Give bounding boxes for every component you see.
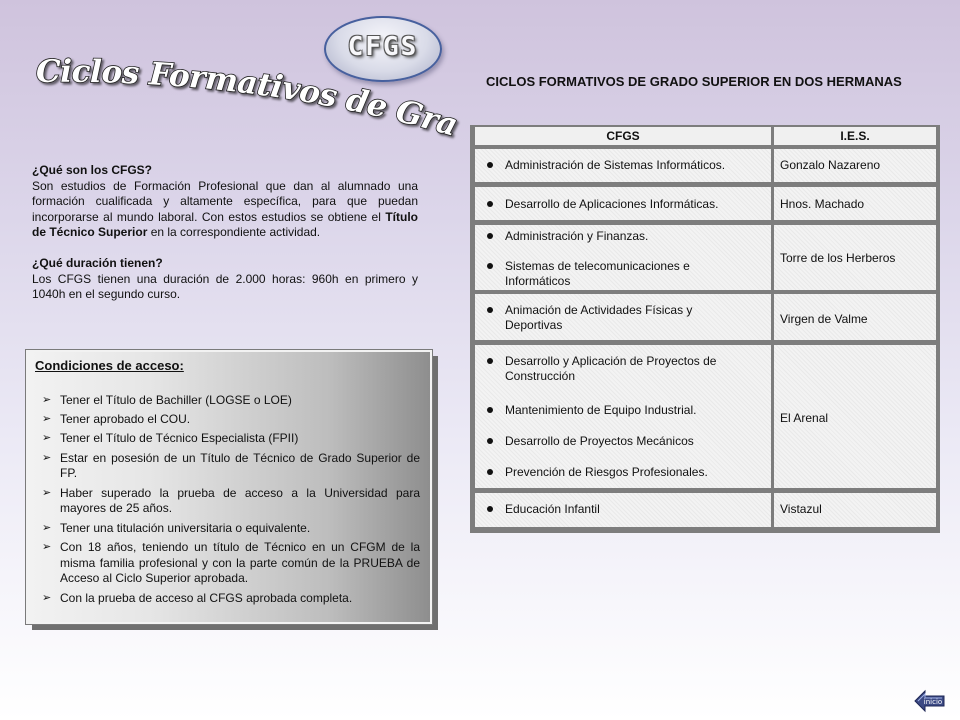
course-item: Prevención de Riesgos Profesionales. [481,465,751,480]
course-item: Animación de Actividades Físicas y Deportivas [481,303,711,333]
conditions-box [26,350,432,624]
page-title: CICLOS FORMATIVOS DE GRADO SUPERIOR EN DOS HERMANAS [486,74,902,89]
arrow-bullet-icon: ➢ [42,413,52,426]
school-name: Virgen de Valme [780,312,868,326]
question-what: ¿Qué son los CFGS? [32,163,153,177]
school-name: Hnos. Machado [780,197,865,211]
course-item: Desarrollo de Aplicaciones Informáticas. [481,197,751,212]
courses-table [470,125,940,533]
arrow-bullet-icon: ➢ [42,451,52,464]
back-home-button[interactable] [914,689,946,713]
answer-duration: Los CFGS tienen una duración de 2.000 horas: 960h en primero y 1040h en el segundo curso. [32,271,418,302]
answer-what-part2: en la correspondiente actividad. [147,225,321,240]
wordart-title-text: Ciclos Formativos de Grado Superior [18,32,462,144]
course-cell [475,294,771,340]
arrow-bullet-icon: ➢ [42,394,52,406]
course-cell [475,149,771,182]
condition-item: ➢ Tener una titulación universitaria o equivalente. [42,520,311,535]
bullet-icon [487,307,493,313]
condition-item: ➢ Con la prueba de acceso al CFGS aprobada completa. [42,590,353,605]
arrow-bullet-icon: ➢ [42,521,52,534]
course-cell [475,187,771,220]
condition-item: ➢ Haber superado la prueba de acceso a la Universidad para mayores de 25 años. [42,485,420,516]
school-name: Gonzalo Nazareno [780,158,881,172]
table-header-ies: I.E.S. [774,127,936,145]
course-item: Sistemas de telecomunicaciones e Informáticos [481,259,711,289]
bullet-icon [487,263,493,269]
course-item: Desarrollo y Aplicación de Proyectos de Construcción [481,354,731,384]
school-cell [774,225,936,290]
answer-what-bold: Título de Técnico Superior [32,209,418,240]
course-cell [475,493,771,527]
school-cell [774,345,936,488]
school-cell [774,149,936,182]
course-item: Administración de Sistemas Informáticos. [481,158,751,173]
course-cell [475,345,771,488]
logo-badge-text: CFGS [347,32,419,62]
bullet-icon [487,233,493,239]
school-cell [774,187,936,220]
school-name: El Arenal [780,411,829,425]
arrow-bullet-icon: ➢ [42,486,52,499]
school-cell [774,493,936,527]
course-item: Desarrollo de Proyectos Mecánicos [481,434,751,449]
condition-item: ➢ Tener el Título de Técnico Especialista (FPII) [42,431,299,446]
course-cell [475,225,771,290]
condition-item: ➢ Tener el Título de Bachiller (LOGSE o LOE) [42,393,292,407]
conditions-title: Condiciones de acceso: [35,358,184,373]
back-button-label: inicio [923,698,943,706]
bullet-icon [487,469,493,475]
school-name: Torre de los Herberos [780,251,896,265]
arrow-bullet-icon: ➢ [42,432,52,445]
bullet-icon [487,438,493,444]
bullet-icon [487,201,493,207]
arrow-bullet-icon: ➢ [42,591,52,604]
school-name: Vistazul [780,502,822,516]
table-header-cfgs: CFGS [475,127,771,145]
bullet-icon [487,407,493,413]
bullet-icon [487,162,493,168]
conditions-list [42,393,420,610]
intro-section [32,163,418,318]
course-item: Educación Infantil [481,502,751,517]
bullet-icon [487,358,493,364]
condition-item: ➢ Estar en posesión de un Título de Técnico de Grado Superior de FP. [42,450,420,481]
course-item: Administración y Finanzas. [481,229,751,244]
school-cell [774,294,936,340]
arrow-bullet-icon: ➢ [42,540,52,553]
condition-item: ➢ Tener aprobado el COU. [42,412,191,427]
answer-what-part1: Son estudios de Formación Profesional que dan al alumnado una formación cualificada y altamente específica, para que puedan incorporarse al mundo laboral. Con estos estudios se obtiene el [32,178,418,224]
course-item: Mantenimiento de Equipo Industrial. [481,403,751,418]
back-arrow-icon [914,689,946,713]
question-duration: ¿Qué duración tienen? [32,255,163,270]
condition-item: ➢ Con 18 años, teniendo un título de Técnico en un CFGM de la misma familia profesional y con la parte común de la PRUEBA de Acceso al Ciclo Superior aprobada. [42,539,420,586]
bullet-icon [487,506,493,512]
